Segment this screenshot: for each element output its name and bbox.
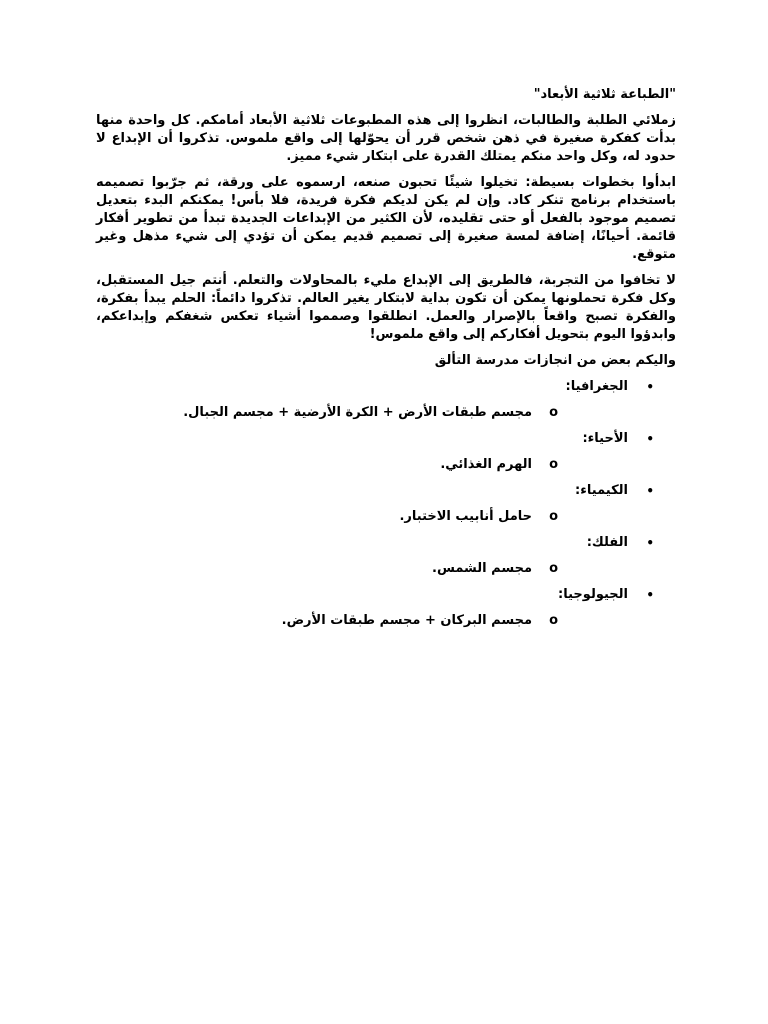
sub-bullet-icon: o bbox=[549, 405, 558, 420]
achievements-intro: واليكم بعض من انجازات مدرسة التألق bbox=[434, 353, 676, 368]
subject-item-biology bbox=[96, 430, 676, 474]
model-item bbox=[96, 456, 628, 474]
sub-bullet-icon: o bbox=[549, 561, 558, 576]
subjects-list bbox=[96, 378, 676, 630]
document-title: "الطباعة ثلاثية الأبعاد" bbox=[533, 87, 676, 102]
model-text: مجسم طبقات الأرض + الكرة الأرضية + مجسم الجبال. bbox=[183, 405, 532, 420]
model-item bbox=[96, 560, 628, 578]
subject-name: الكيمياء: bbox=[575, 483, 628, 498]
model-text: مجسم البركان + مجسم طبقات الأرض. bbox=[281, 613, 532, 628]
subject-item-astronomy bbox=[96, 534, 676, 578]
sub-bullet-icon: o bbox=[549, 509, 558, 524]
model-text: مجسم الشمس. bbox=[432, 561, 532, 576]
subject-name: الأحياء: bbox=[582, 431, 628, 446]
paragraph-future: لا تخافوا من التجربة، فالطريق إلى الإبداع مليء بالمحاولات والتعلم. أنتم جيل المستقبل، وكل فكرة تحملونها يمكن أن تكون بداية لابتكار يغير العالم. تذكروا دائماً: الحلم يبدأ بفكرة، والفكرة تصبح واقعاً بالإصرار والعمل. انطلقوا وصمموا أشياء تعكس شغفكم وإبداعكم، وابدؤوا اليوم بتحويل أفكاركم إلى واقع ملموس! bbox=[96, 273, 676, 342]
model-item bbox=[96, 404, 628, 422]
bullet-icon: • bbox=[646, 536, 654, 550]
subject-name: الفلك: bbox=[586, 535, 628, 550]
document-page bbox=[96, 86, 676, 638]
subject-item-geography bbox=[96, 378, 676, 422]
model-item bbox=[96, 508, 628, 526]
paragraph-encouragement: زملائي الطلبة والطالبات، انظروا إلى هذه المطبوعات ثلاثية الأبعاد أمامكم. كل واحدة منها بدأت كفكرة صغيرة في ذهن شخص قرر أن يحوّلها إلى واقع ملموس. تذكروا أن الإبداع لا حدود له، وكل واحد منكم يمتلك القدرة على ابتكار شيء مميز. bbox=[96, 113, 676, 164]
paragraph-steps: ابدأوا بخطوات بسيطة: تخيلوا شيئًا تحبون صنعه، ارسموه على ورقة، ثم جرّبوا تصميمه باستخدام برنامج تنكر كاد. وإن لم يكن لديكم فكرة فريدة، فلا بأس! يمكنكم البدء بتعديل تصميم موجود بالفعل أو حتى تقليده، لأن الكثير من الإبداعات الجديدة تبدأ من تطوير أفكار قائمة. أحيانًا، إضافة لمسة صغيرة إلى تصميم قديم يمكن أن تؤدي إلى شيء مذهل وغير متوقع. bbox=[96, 175, 676, 262]
models-list bbox=[96, 560, 628, 578]
bullet-icon: • bbox=[646, 588, 654, 602]
models-list bbox=[96, 508, 628, 526]
model-text: حامل أنابيب الاختبار. bbox=[399, 509, 532, 524]
models-list bbox=[96, 612, 628, 630]
model-item bbox=[96, 612, 628, 630]
sub-bullet-icon: o bbox=[549, 457, 558, 472]
subject-name: الجغرافيا: bbox=[565, 379, 628, 394]
subject-name: الجيولوجيا: bbox=[558, 587, 628, 602]
bullet-icon: • bbox=[646, 380, 654, 394]
models-list bbox=[96, 404, 628, 422]
models-list bbox=[96, 456, 628, 474]
bullet-icon: • bbox=[646, 432, 654, 446]
sub-bullet-icon: o bbox=[549, 613, 558, 628]
model-text: الهرم الغذائي. bbox=[440, 457, 532, 472]
subject-item-chemistry bbox=[96, 482, 676, 526]
subject-item-geology bbox=[96, 586, 676, 630]
bullet-icon: • bbox=[646, 484, 654, 498]
